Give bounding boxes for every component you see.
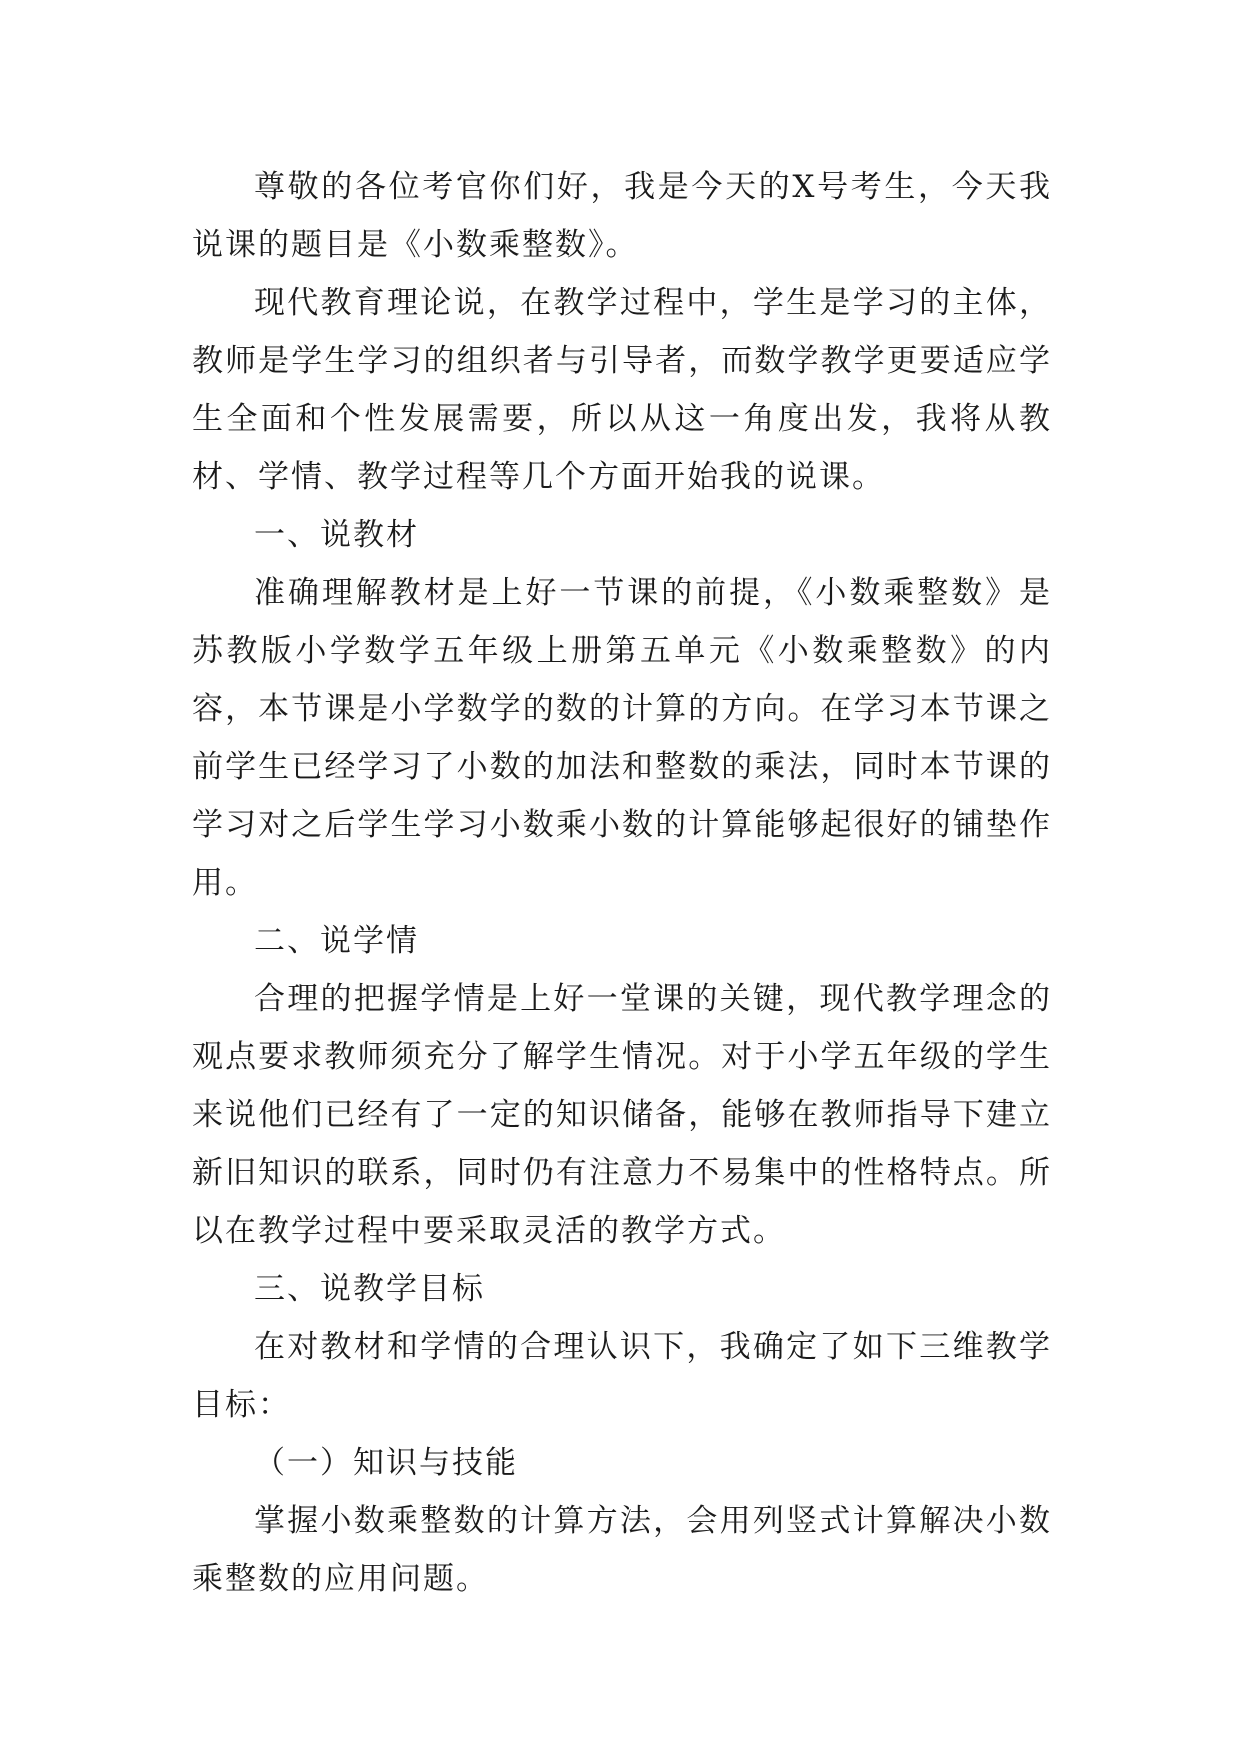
document-body	[192, 158, 1052, 1608]
objectives-paragraph: 在对教材和学情的合理认识下，我确定了如下三维教学目标：	[192, 1329, 1052, 1423]
knowledge-skills-paragraph: 掌握小数乘整数的计算方法，会用列竖式计算解决小数乘整数的应用问题。	[192, 1503, 1052, 1597]
section-heading-textbook: 一、说教材	[254, 517, 419, 553]
intro-paragraph: 尊敬的各位考官你们好，我是今天的X号考生，今天我说课的题目是《小数乘整数》。	[192, 169, 1052, 263]
section-heading-objectives: 三、说教学目标	[254, 1271, 485, 1307]
textbook-paragraph: 准确理解教材是上好一节课的前提，《小数乘整数》是苏教版小学数学五年级上册第五单元《小数乘整数》的内容，本节课是小学数学的数的计算的方向。在学习本节课之前学生已经学习了小数的加法和整数的乘法，同时本节课的学习对之后学生学习小数乘小数的计算能够起很好的铺垫作用。	[192, 575, 1052, 901]
students-paragraph: 合理的把握学情是上好一堂课的关键，现代教学理念的观点要求教师须充分了解学生情况。对于小学五年级的学生来说他们已经有了一定的知识储备，能够在教师指导下建立新旧知识的联系，同时仍有注意力不易集中的性格特点。所以在教学过程中要采取灵活的教学方式。	[192, 981, 1052, 1249]
subheading-knowledge-skills: （一）知识与技能	[254, 1445, 518, 1481]
theory-paragraph: 现代教育理论说，在教学过程中，学生是学习的主体，教师是学生学习的组织者与引导者，而数学教学更要适应学生全面和个性发展需要，所以从这一角度出发，我将从教材、学情、教学过程等几个方面开始我的说课。	[192, 285, 1052, 495]
section-heading-students: 二、说学情	[254, 923, 419, 959]
